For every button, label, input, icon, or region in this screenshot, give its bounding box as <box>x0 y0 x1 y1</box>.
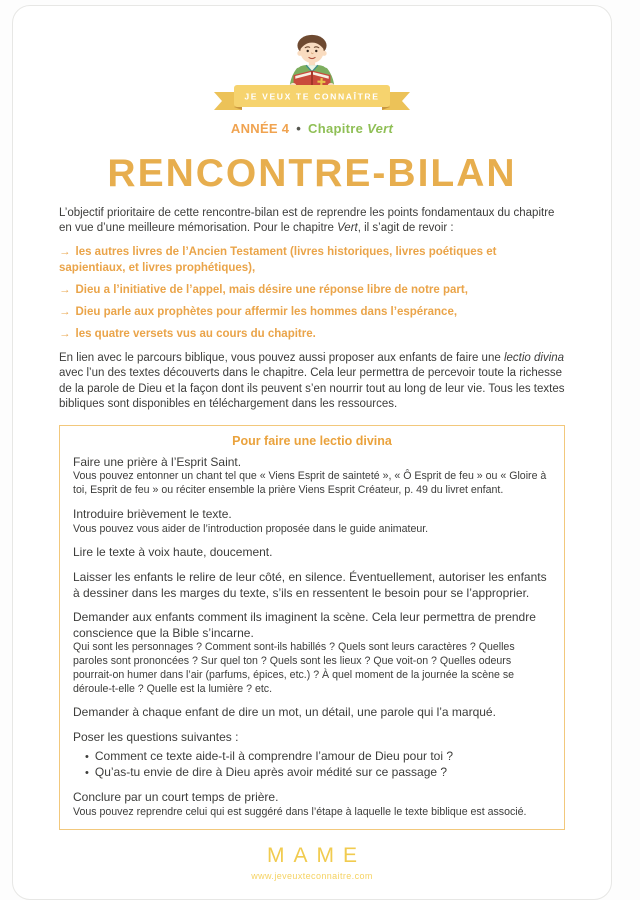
list-item: → Dieu parle aux prophètes pour affermir les hommes dans l’espérance, <box>59 305 458 318</box>
question-item: • Qu’as-tu envie de dire à Dieu après avoir médité sur ce passage ? <box>85 765 448 780</box>
document-page <box>12 5 612 900</box>
arrow-icon: → <box>59 305 71 318</box>
step-main: Faire une prière à l’Esprit Saint. <box>73 454 242 469</box>
step-main: Poser les questions suivantes : <box>73 730 239 744</box>
lectio-step <box>73 507 551 536</box>
step-main: Laisser les enfants le relire de leur côté, en silence. Éventuellement, autoriser les enfants à dessiner dans les marges du texte, s’ils en ressentent le besoin pour se l’approprier. <box>73 569 547 600</box>
banner-text: JE VEUX TE CONNAÎTRE <box>244 91 380 102</box>
page-footer <box>59 844 565 881</box>
step-note: Qui sont les personnages ? Comment sont-ils habillés ? Quels sont leurs caractères ? Quelles paroles sont prononcées ? Sur quel ton ? Quels sont les lieux ? Que voit-on ? Quelles odeurs pourrait-on humer dans l’air (parfums, épices, etc.) ? À quel moment de la journée la scène se déroule-t-elle ? Quelle est la lumière ? etc. <box>73 641 515 695</box>
questions-list <box>85 748 551 782</box>
list-item: → les quatre versets vus au cours du chapitre. <box>59 328 316 341</box>
step-note: Vous pouvez vous aider de l’introduction proposée dans le guide animateur. <box>73 522 429 535</box>
bullet-dot-icon: • <box>85 750 89 763</box>
box-title: Pour faire une lectio divina <box>232 433 392 448</box>
step-main: Lire le texte à voix haute, doucement. <box>73 545 273 560</box>
page-title: RENCONTRE-BILAN <box>107 152 517 195</box>
arrow-icon: → <box>59 328 71 341</box>
key-points-list <box>59 245 565 342</box>
bullet-dot-icon: • <box>85 767 89 780</box>
step-main: Demander aux enfants comment ils imaginent la scène. Cela leur permettra de prendre conscience que la Bible s’incarne. <box>73 610 536 640</box>
step-main: Conclure par un court temps de prière. <box>73 790 279 805</box>
separator-dot: • <box>296 121 302 136</box>
lectio-step <box>73 730 551 781</box>
list-item: → Dieu a l’initiative de l’appel, mais désire une réponse libre de notre part, <box>59 283 468 296</box>
step-note: Vous pouvez reprendre celui qui est suggéré dans l’étape à laquelle le texte biblique est associé. <box>73 805 527 818</box>
intro-paragraph: L’objectif prioritaire de cette rencontre-bilan est de reprendre les points fondamentaux du chapitre en vue d’une meilleure mémorisation. Pour le chapitre Vert, il s’agit de revoir : <box>59 207 555 235</box>
question-item: • Comment ce texte aide-t-il à comprendre l’amour de Dieu pour toi ? <box>85 748 454 763</box>
year-label: ANNÉE 4 <box>230 121 290 136</box>
banner-ribbon <box>212 83 412 111</box>
lectio-step <box>73 570 551 601</box>
logo-block <box>59 30 565 136</box>
chapter-label: Chapitre Vert <box>308 121 394 136</box>
step-main: Demander à chaque enfant de dire un mot, un détail, une parole qui l’a marqué. <box>73 705 496 720</box>
chapter-name: Vert <box>367 121 394 136</box>
lectio-divina-box <box>59 425 565 830</box>
lectio-step <box>73 610 551 696</box>
arrow-icon: → <box>59 283 71 296</box>
step-main: Introduire brièvement le texte. <box>73 507 232 522</box>
lectio-step <box>73 545 551 561</box>
edition-line <box>59 121 565 136</box>
publisher-logo: MAME <box>267 843 366 867</box>
arrow-icon: → <box>59 246 71 259</box>
website-url: www.jeveuxteconnaitre.com <box>251 870 373 881</box>
step-note: Vous pouvez entonner un chant tel que « Viens Esprit de sainteté », « Ô Esprit de feu » ou « Gloire à toi, Esprit de feu » ou réciter ensemble la prière Viens Esprit Créateur, p. 49 du livret enfant. <box>73 470 547 497</box>
lectio-step <box>73 705 551 721</box>
lectio-intro-paragraph: En lien avec le parcours biblique, vous pouvez aussi proposer aux enfants de faire une lectio divina avec l’un des textes découverts dans le chapitre. Cela leur permettra de percevoir toute la richesse de la parole de Dieu et la façon dont ils peuvent s’en nourrir tout au long de leur vie. Tous les textes bibliques sont disponibles en téléchargement dans les ressources. <box>59 352 565 410</box>
lectio-step <box>73 790 551 819</box>
lectio-step <box>73 455 551 498</box>
list-item: → les autres livres de l’Ancien Testament (livres historiques, livres poétiques et sapientiaux, et livres prophétiques), <box>59 246 497 274</box>
